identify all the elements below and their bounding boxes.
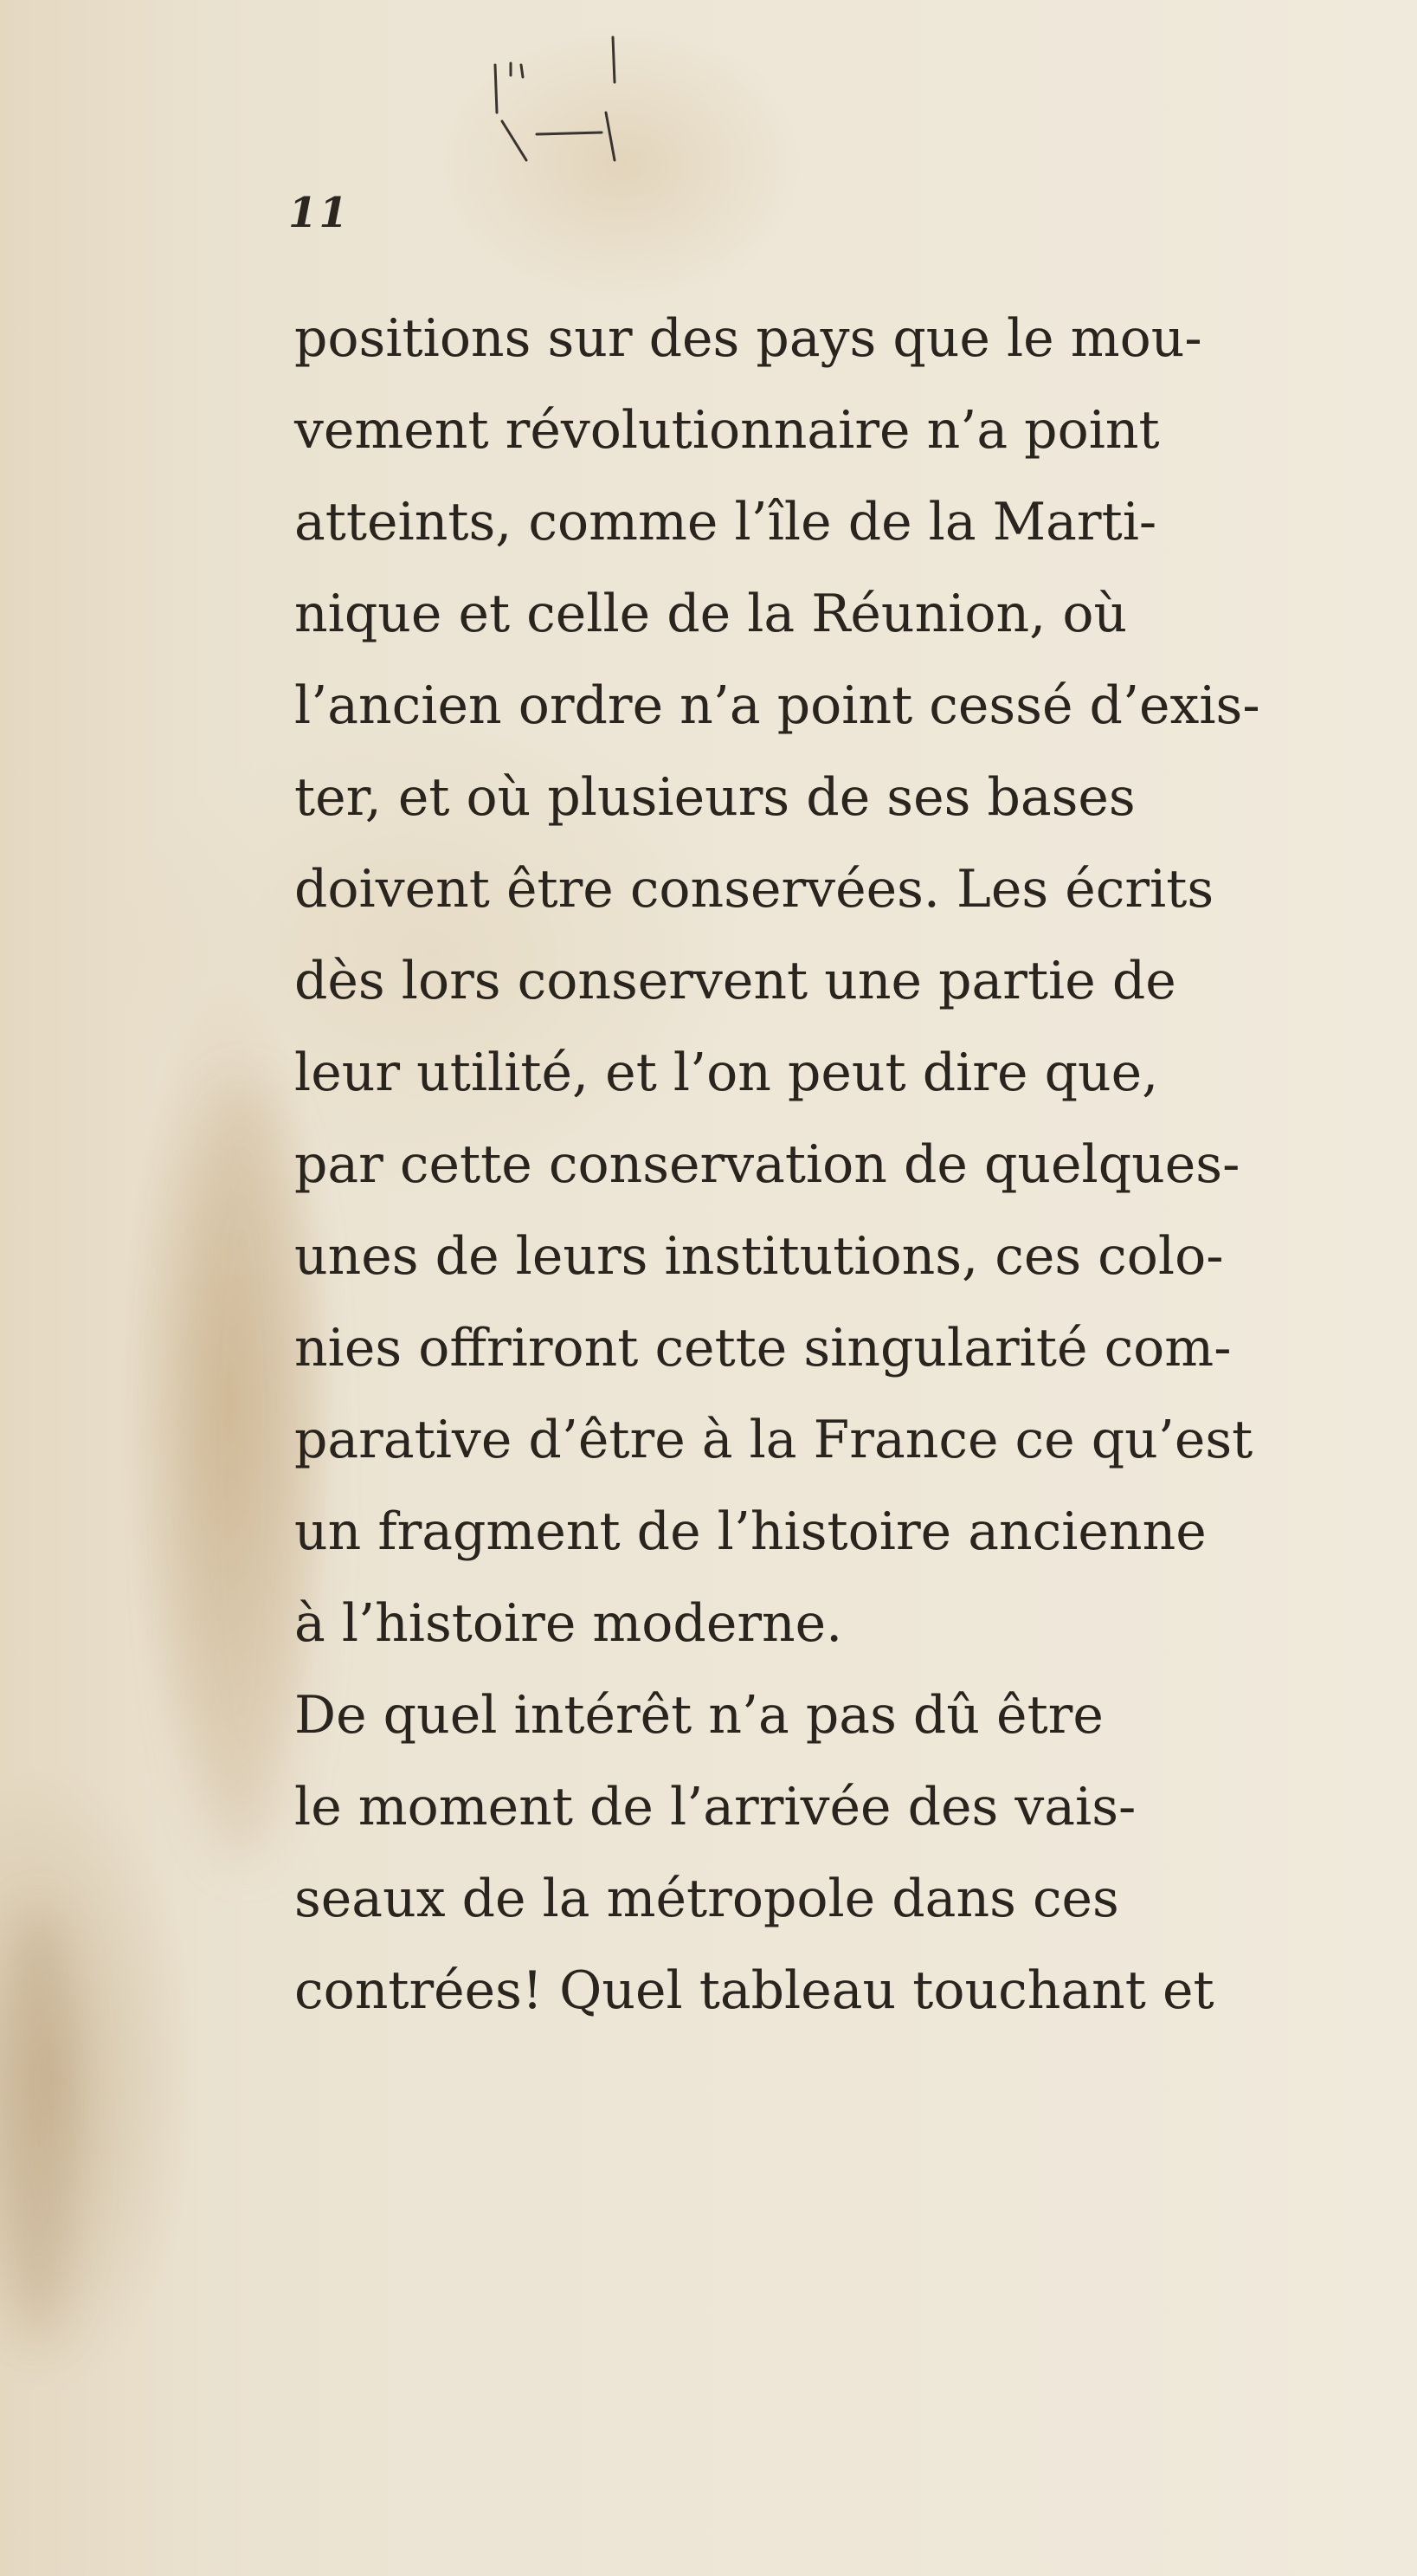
page-number: 11 xyxy=(288,189,350,237)
text-line: atteints, comme l’île de la Marti- xyxy=(294,492,1157,552)
text-line: nies offriront cette singularité com- xyxy=(294,1318,1232,1378)
text-line: leur utilité, et l’on peut dire que, xyxy=(294,1043,1159,1103)
text-line: seaux de la métropole dans ces xyxy=(294,1869,1119,1929)
text-line: positions sur des pays que le mou- xyxy=(294,308,1202,369)
text-line: De quel intérêt n’a pas dû être xyxy=(294,1685,1104,1746)
text-line: doivent être conservées. Les écrits xyxy=(294,859,1214,920)
text-line: vement révolutionnaire n’a point xyxy=(294,400,1160,461)
text-line: un fragment de l’histoire ancienne xyxy=(294,1501,1207,1562)
text-line: parative d’être à la France ce qu’est xyxy=(294,1410,1253,1470)
text-line: ter, et où plusieurs de ses bases xyxy=(294,767,1136,828)
text-line: l’ancien ordre n’a point cessé d’exis- xyxy=(294,675,1260,736)
body-text xyxy=(294,293,1333,2037)
handwritten-pencil-mark xyxy=(485,30,658,195)
text-line: par cette conservation de quelques- xyxy=(294,1134,1240,1195)
text-line: contrées! Quel tableau touchant et xyxy=(294,1960,1214,2021)
text-line: nique et celle de la Réunion, où xyxy=(294,584,1128,644)
text-line: à l’histoire moderne. xyxy=(294,1593,843,1654)
water-stain xyxy=(0,1905,78,2338)
text-line: le moment de l’arrivée des vais- xyxy=(294,1777,1137,1837)
text-line: unes de leurs institutions, ces colo- xyxy=(294,1226,1224,1287)
water-stain xyxy=(173,1082,312,1862)
text-line: dès lors conservent une partie de xyxy=(294,951,1176,1011)
